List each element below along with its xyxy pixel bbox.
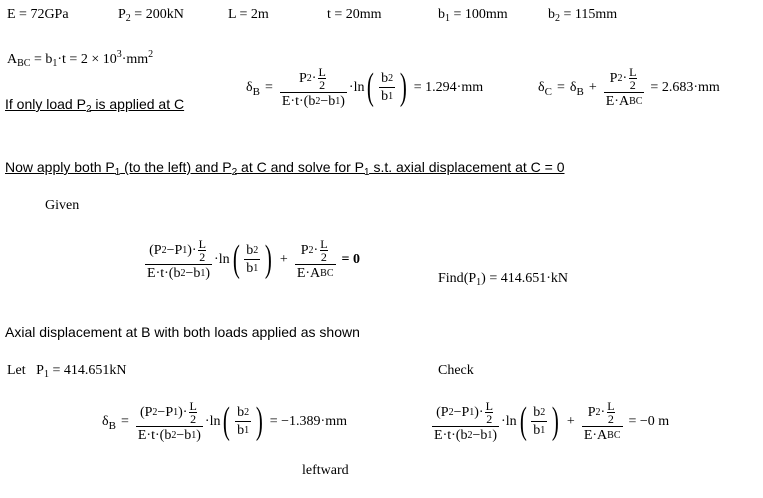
deltaC-result: = 2.683·mm xyxy=(650,79,720,95)
deltaB-result-both-loads: = −1.389·mm xyxy=(269,413,347,429)
given-t: t = 20mm xyxy=(327,7,382,22)
case2-heading: Now apply both $P_1$ (to the left) and $P_2$ at C and solve for $P_1$ s.t. axial displacement at C = 0 xyxy=(5,159,565,178)
deltaB-result-case1: = 1.294·mm xyxy=(413,79,484,95)
given-E: E = 72GPa xyxy=(7,7,69,22)
area-equation: $A_{BC} = b_1\cdot t = 2 \times 10^3\cdot mm^2$ xyxy=(7,49,154,69)
given-b1: $b_1 = 100mm$ xyxy=(438,7,508,24)
check-label: Check xyxy=(438,363,474,378)
given-b2: $b_2 = 115mm$ xyxy=(548,7,618,24)
deltaB-fraction: P 2 · $\frac{L}{2}$ E · t ·( b 2 − b 1 ) xyxy=(281,65,345,109)
find-result: $Find(P_1) = 414.651\cdot kN$ xyxy=(438,271,568,288)
check-equation: ( P 2 − P 1 )· $\frac{L}{2}$ E · t ·( b 2 − b 1 ) · ln ( b 2 b 1 ) + P 2 · $\frac{L}{2}$ E · A BC = −0 m xyxy=(434,399,670,443)
deltaB-equation-case1: $\delta_B$ = P 2 · $\frac{L}{2}$ E · t ·( b 2 − b 1 ) · ln ( b 2 b 1 ) = 1.294·mm xyxy=(246,65,484,109)
solve-equation: ( P 2 − P 1 )· $\frac{L}{2}$ E · t ·( b 2 − b 1 ) · ln ( b 2 b 1 ) + P 2 · $\frac{L}{2}$ E · A BC = 0 xyxy=(147,237,360,281)
case3-heading: Axial displacement at B with both loads applied as shown xyxy=(5,324,360,340)
case1-heading: If only load $P_2$ is applied at C xyxy=(5,96,185,115)
deltaB-equation-both-loads: $\delta_B$ = ( P 2 − P 1 )· $\frac{L}{2}$ E · t ·( b 2 − b 1 ) · ln ( b 2 b 1 ) = −1.389·mm xyxy=(102,399,347,443)
deltaB-label: $\delta_B$ xyxy=(246,79,260,98)
deltaC-equation: $\delta_C$ = $\delta_B$ + P 2 · $\frac{L}{2}$ E · A BC = 2.683·mm xyxy=(538,65,720,109)
solve-equation-result: = 0 xyxy=(341,251,360,267)
direction-label: leftward xyxy=(302,463,349,478)
check-result: = −0 m xyxy=(628,413,670,429)
given-L: L = 2m xyxy=(228,7,269,22)
given-P2: $P_2 = 200kN$ xyxy=(118,7,184,24)
given-label: Given xyxy=(45,198,80,213)
let-assignment: Let $P_1 = 414.651kN$ xyxy=(7,363,127,380)
deltaC-label: $\delta_C$ xyxy=(538,79,552,98)
